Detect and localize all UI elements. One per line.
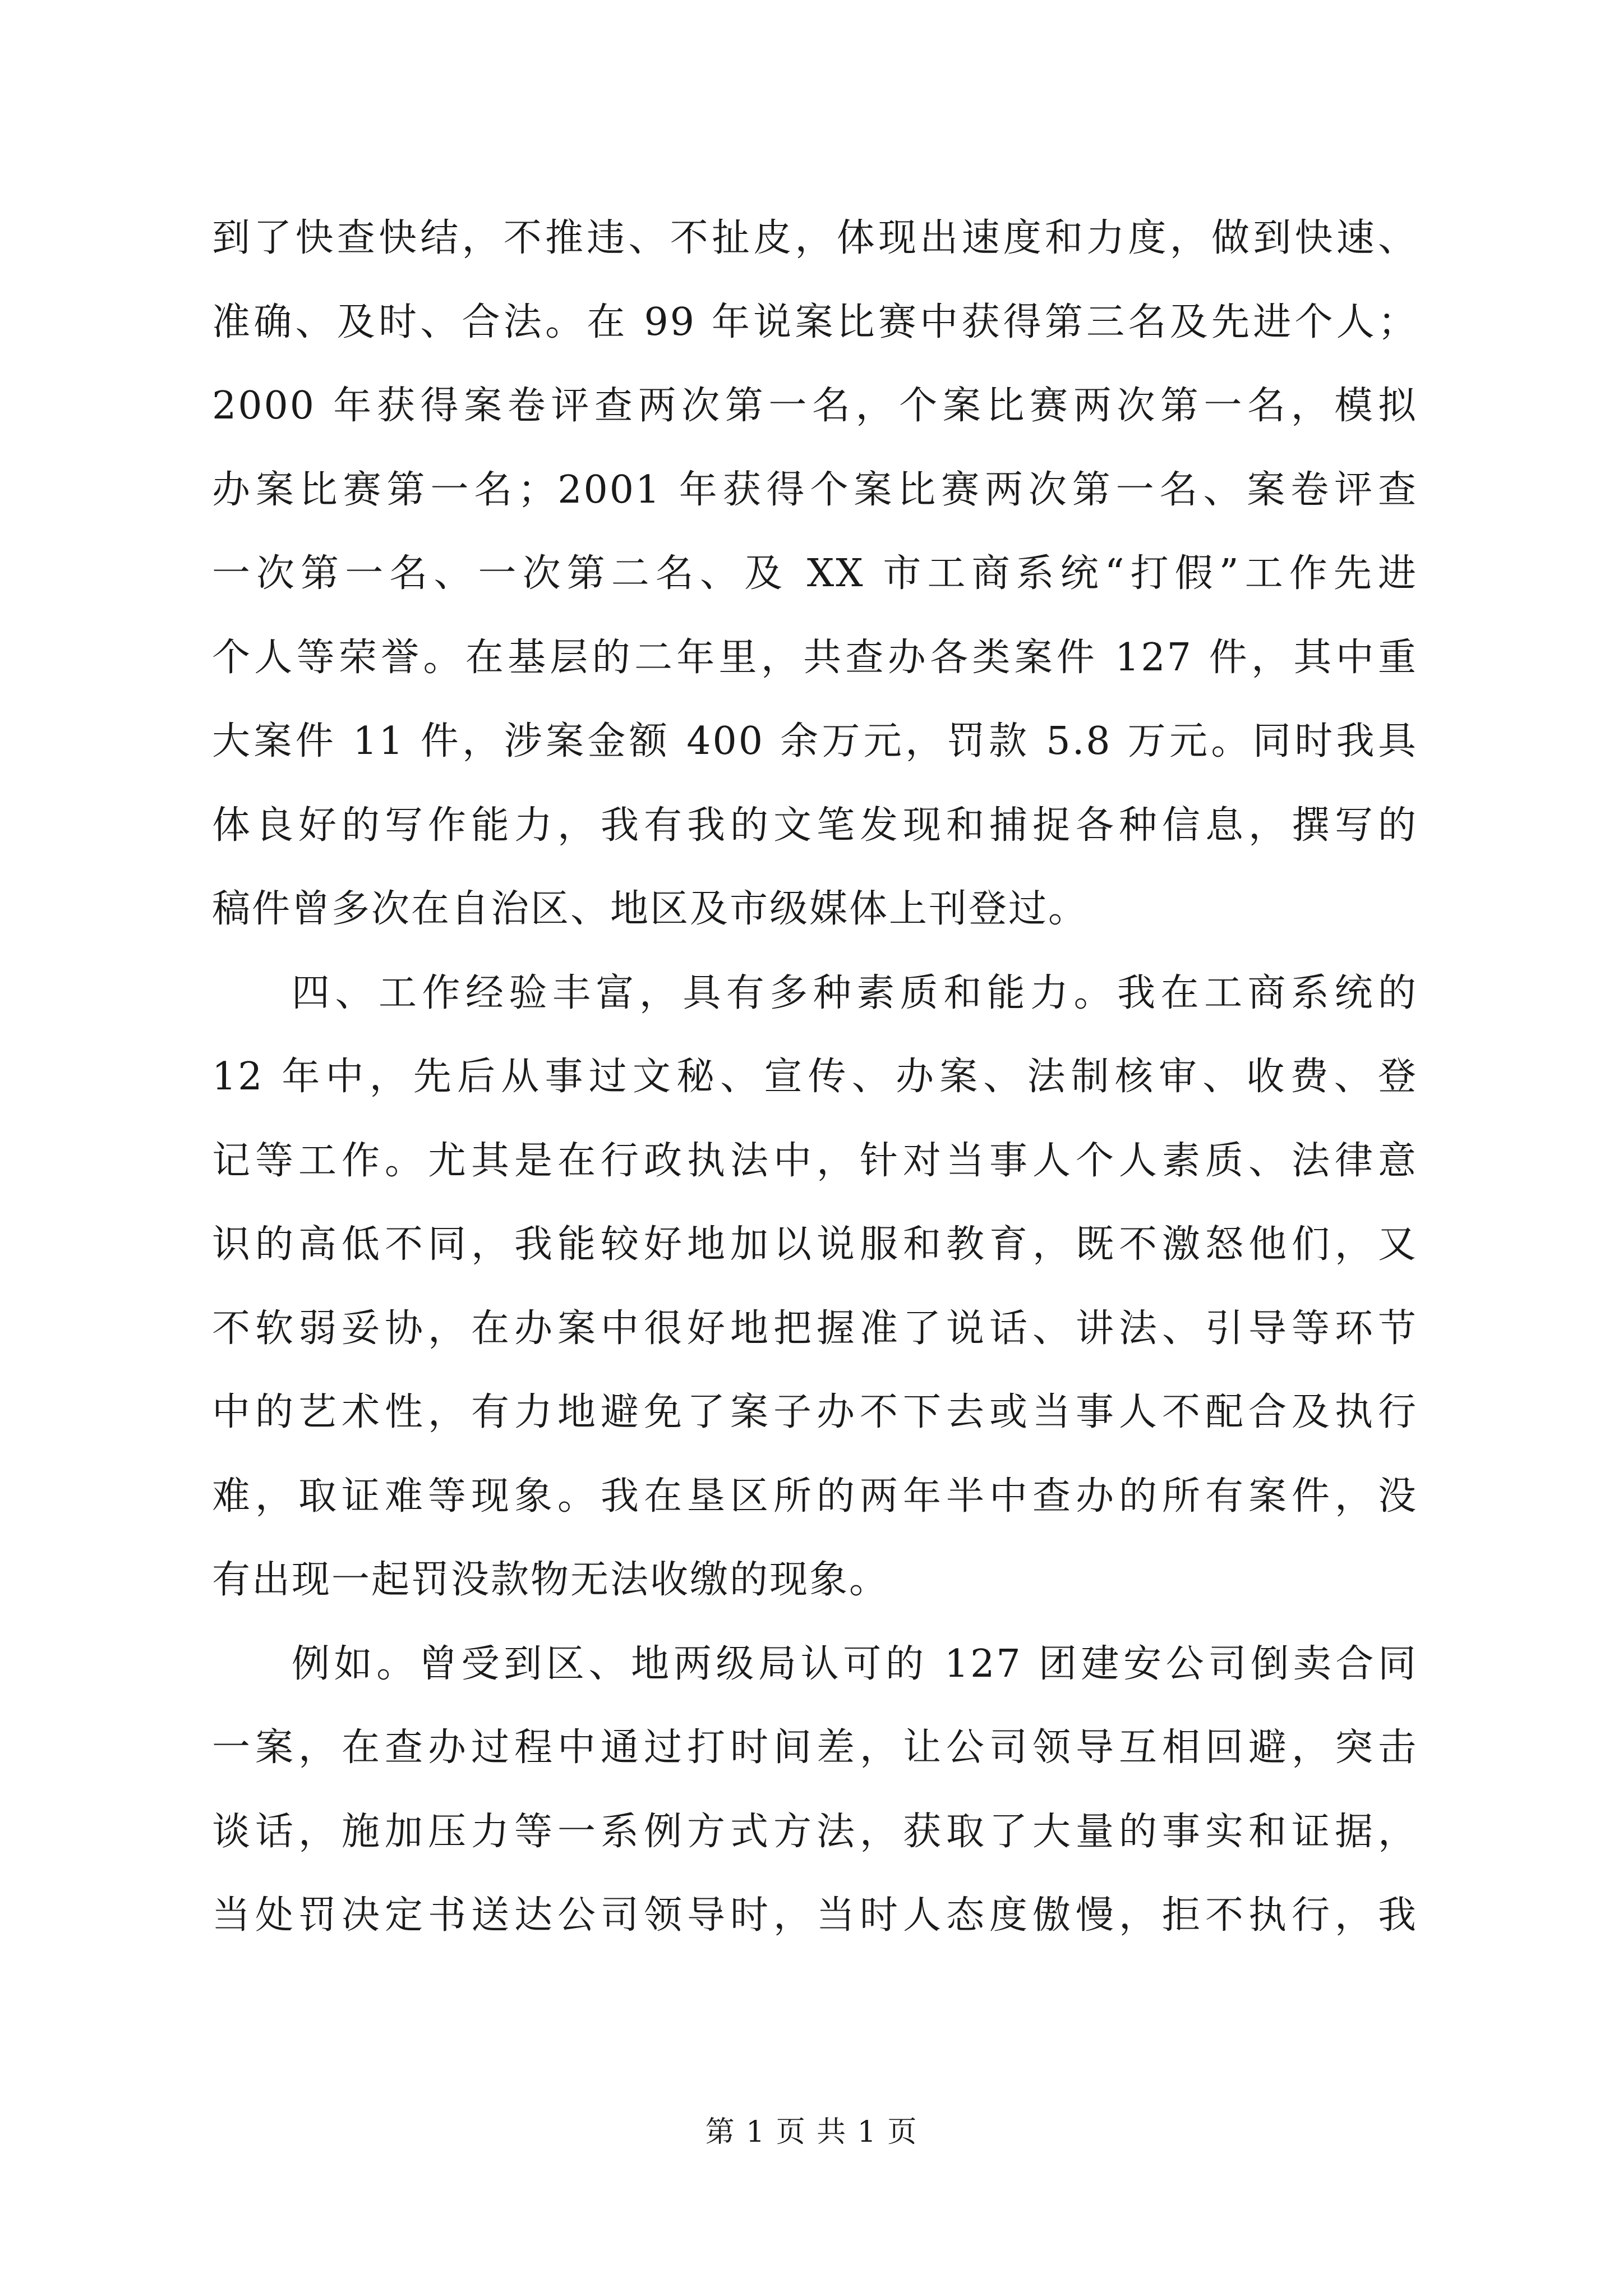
text-line: 不软弱妥协，在办案中很好地把握准了说话、讲法、引导等环节 [212, 1306, 1418, 1351]
text-line: 例如。曾受到区、地两级局认可的 127 团建安公司倒卖合同 [292, 1641, 1418, 1686]
text-line: 准确、及时、合法。在 99 年说案比赛中获得第三名及先进个人； [212, 300, 1418, 344]
paragraph [212, 951, 1418, 1622]
text-line: 12 年中，先后从事过文秘、宣传、办案、法制核审、收费、登 [212, 1055, 1418, 1099]
text-line: 2000 年获得案卷评查两次第一名，个案比赛两次第一名，模拟 [212, 384, 1418, 428]
text-line: 记等工作。尤其是在行政执法中，针对当事人个人素质、法律意 [212, 1138, 1418, 1183]
text-line: 办案比赛第一名；2001 年获得个案比赛两次第一名、案卷评查 [212, 467, 1418, 512]
text-line: 有出现一起罚没款物无法收缴的现象。 [212, 1558, 889, 1602]
text-line: 个人等荣誉。在基层的二年里，共查办各类案件 127 件，其中重 [212, 635, 1418, 680]
text-line: 当处罚决定书送达公司领导时，当时人态度傲慢，拒不执行，我 [212, 1893, 1418, 1938]
text-line: 体良好的写作能力，我有我的文笔发现和捕捉各种信息，撰写的 [212, 803, 1418, 848]
text-line: 一案，在查办过程中通过打时间差，让公司领导互相回避，突击 [212, 1726, 1418, 1770]
text-line: 难，取证难等现象。我在垦区所的两年半中查办的所有案件，没 [212, 1474, 1418, 1519]
text-line: 到了快查快结，不推违、不扯皮，体现出速度和力度，做到快速、 [212, 216, 1418, 260]
page-footer: 第 1 页 共 1 页 [705, 2115, 918, 2149]
text-line: 识的高低不同，我能较好地加以说服和教育，既不激怒他们，又 [212, 1222, 1418, 1267]
text-line: 稿件曾多次在自治区、地区及市级媒体上刊登过。 [212, 887, 1089, 931]
text-line: 一次第一名、一次第二名、及 XX 市工商系统“打假”工作先进 [212, 551, 1418, 596]
text-line: 四、工作经验丰富，具有多种素质和能力。我在工商系统的 [292, 970, 1418, 1015]
document-body [212, 196, 1418, 1958]
paragraph [212, 1622, 1418, 1958]
text-line: 大案件 11 件，涉案金额 400 余万元，罚款 5.8 万元。同时我具 [212, 719, 1418, 763]
text-line: 谈话，施加压力等一系例方式方法，获取了大量的事实和证据， [212, 1809, 1418, 1854]
text-line: 中的艺术性，有力地避免了案子办不下去或当事人不配合及执行 [212, 1390, 1418, 1434]
paragraph [212, 196, 1418, 951]
